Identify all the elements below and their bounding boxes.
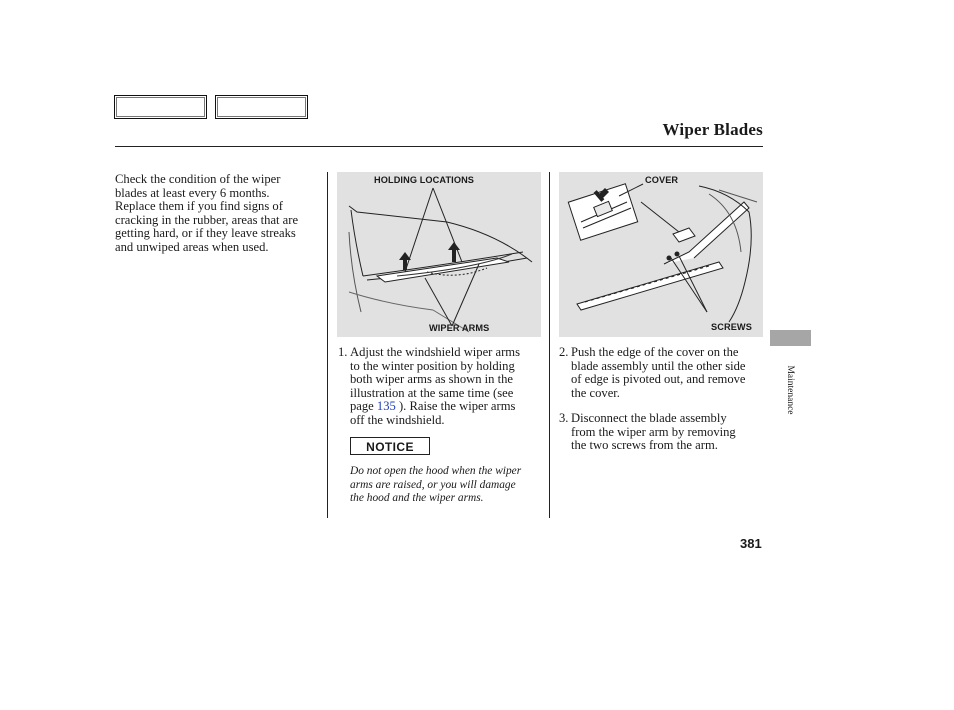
column-divider-left [327,172,328,518]
intro-line: and unwiped areas when used. [115,239,269,254]
step-line: to the winter position by holding [350,358,515,373]
intro-line: Check the condition of the wiper [115,172,281,186]
step-line: the two screws from the arm. [571,438,718,453]
step-1 [338,346,543,428]
step-3 [559,412,764,454]
step-line: Push the edge of the cover on the [571,345,739,359]
header-rule [115,146,763,147]
label-holding-locations: HOLDING LOCATIONS [374,175,475,185]
step-line: from the wiper arm by removing [571,424,736,439]
intro-line: cracking in the rubber, areas that are [115,212,299,227]
step-text [571,412,736,453]
step-2 [559,346,764,402]
blade-assembly-illustration [559,172,763,337]
step-line: Disconnect the blade assembly [571,411,727,425]
step-line: both wiper arms as shown in the [350,372,513,387]
notice-line: the hood and the wiper arms. [350,492,484,505]
step-line: of edge is pivoted out, and remove [571,372,746,387]
label-cover: COVER [645,175,679,185]
step-line: off the windshield. [350,412,445,427]
windshield-illustration [337,172,541,337]
step-number: 2. [559,345,569,359]
notice-line: arms are raised, or you will damage [350,478,516,491]
intro-paragraph [115,173,325,255]
notice-badge [350,437,430,455]
label-wiper-arms: WIPER ARMS [429,323,490,333]
step-line: the cover. [571,385,620,400]
intro-line: getting hard, or if they leave streaks [115,226,296,241]
nav-button-2[interactable] [215,95,308,119]
step-text [571,346,746,400]
notice-line: Do not open the hood when the wiper [350,465,522,477]
step-line: illustration at the same time (see [350,385,514,400]
notice-label: NOTICE [366,440,414,454]
label-screws: SCREWS [711,322,752,332]
notice-text [350,465,550,506]
page-number: 381 [740,536,762,551]
page-title: Wiper Blades [662,120,763,139]
intro-line: Replace them if you find signs of [115,199,283,214]
figure-holding-locations [337,172,541,337]
page-link[interactable]: 135 [376,399,396,414]
step-line-with-link [350,400,520,414]
step-number: 3. [559,411,569,425]
figure-blade-cover [559,172,763,337]
step-number: 1. [338,345,348,359]
section-tab[interactable] [770,330,811,346]
step-line: blade assembly until the other side [571,358,746,373]
intro-line: blades at least every 6 months. [115,185,270,200]
page-suffix: ). Raise the wiper arms [395,399,516,414]
section-label: Maintenance [785,365,795,415]
nav-button-1[interactable] [114,95,207,119]
step-line: Adjust the windshield wiper arms [350,345,520,359]
step-text [350,346,520,428]
page-prefix: page [350,399,377,414]
